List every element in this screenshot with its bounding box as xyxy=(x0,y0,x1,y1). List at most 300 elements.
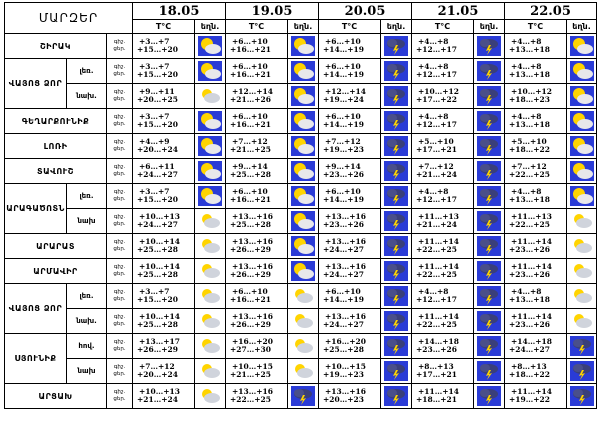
weather-icon-cell xyxy=(288,234,319,259)
day-temp: +21…+26 xyxy=(230,95,271,104)
weather-icon-cell xyxy=(381,159,412,184)
night-temp: +6…+10 xyxy=(232,61,268,71)
day-label: ցեր. xyxy=(113,321,126,327)
night-temp: +13…+16 xyxy=(232,386,273,396)
thunderstorm-icon xyxy=(384,36,408,56)
day-temp: +12…+17 xyxy=(416,120,457,129)
night-temp: +11…+14 xyxy=(511,311,552,321)
temperature-cell xyxy=(505,384,567,409)
temperature-cell xyxy=(133,284,195,309)
temperature-cell xyxy=(319,334,381,359)
day-label: ցեր. xyxy=(113,121,126,127)
temperature-cell xyxy=(319,309,381,334)
sun-cloud-icon xyxy=(291,261,315,281)
temperature-cell xyxy=(505,284,567,309)
night-temp: +10…+15 xyxy=(325,361,366,371)
night-temp: +3…+7 xyxy=(139,111,170,121)
sky-column-header: եղն. xyxy=(567,20,597,34)
sun-cloud-icon xyxy=(291,86,315,106)
weather-icon-cell xyxy=(474,209,505,234)
weather-icon-cell xyxy=(567,184,597,209)
night-temp: +7…+12 xyxy=(139,361,175,371)
temperature-cell xyxy=(505,334,567,359)
night-temp: +13…+16 xyxy=(232,236,273,246)
weather-icon-cell xyxy=(474,159,505,184)
night-temp: +7…+12 xyxy=(418,161,454,171)
sun-cloud-icon xyxy=(291,111,315,131)
temperature-cell xyxy=(319,234,381,259)
day-temp: +14…+19 xyxy=(323,295,364,304)
night-temp: +16…+20 xyxy=(232,336,273,346)
temperature-cell xyxy=(226,234,288,259)
temperature-cell xyxy=(505,134,567,159)
temperature-cell xyxy=(412,59,474,84)
day-temp: +12…+17 xyxy=(416,295,457,304)
region-row xyxy=(5,84,597,109)
thunderstorm-icon xyxy=(570,386,594,406)
partly-cloudy-icon xyxy=(570,211,594,231)
day-label: ցեր. xyxy=(113,221,126,227)
temperature-cell xyxy=(505,209,567,234)
time-labels xyxy=(107,59,133,84)
region-row xyxy=(5,34,597,59)
region-name: ՍՅՈՒՆԻՔ xyxy=(5,334,67,384)
temp-column-header: T°C xyxy=(412,20,474,34)
temperature-cell xyxy=(319,159,381,184)
night-label: գիշ. xyxy=(113,339,126,345)
day-temp: +20…+24 xyxy=(137,145,178,154)
thunderstorm-icon xyxy=(477,111,501,131)
temperature-cell xyxy=(226,134,288,159)
sun-cloud-icon xyxy=(198,186,222,206)
day-temp: +14…+19 xyxy=(323,195,364,204)
region-row xyxy=(5,384,597,409)
weather-icon-cell xyxy=(474,234,505,259)
weather-icon-cell xyxy=(381,334,412,359)
temperature-cell xyxy=(319,109,381,134)
date-header: 21.05 xyxy=(412,3,505,20)
weather-icon-cell xyxy=(288,359,319,384)
thunderstorm-icon xyxy=(384,211,408,231)
night-temp: +13…+16 xyxy=(232,211,273,221)
night-temp: +10…+12 xyxy=(511,86,552,96)
sun-cloud-icon xyxy=(291,161,315,181)
night-temp: +4…+8 xyxy=(511,111,542,121)
day-temp: +25…+28 xyxy=(137,320,178,329)
day-temp: +27…+30 xyxy=(230,345,271,354)
day-temp: +22…+25 xyxy=(230,395,271,404)
region-name: ԱՐԱԳԱԾՈՏՆ xyxy=(5,184,67,234)
day-temp: +25…+28 xyxy=(230,170,271,179)
temperature-cell xyxy=(319,209,381,234)
sun-cloud-icon xyxy=(570,186,594,206)
day-temp: +18…+21 xyxy=(416,395,457,404)
weather-icon-cell xyxy=(288,134,319,159)
day-temp: +25…+28 xyxy=(137,245,178,254)
sun-cloud-icon xyxy=(198,61,222,81)
night-temp: +13…+16 xyxy=(325,261,366,271)
region-row xyxy=(5,59,597,84)
partly-cloudy-icon xyxy=(291,286,315,306)
day-temp: +24…+27 xyxy=(323,320,364,329)
region-name: ՎԱՅՈՑ ՁՈՐ xyxy=(5,284,67,334)
night-temp: +11…+14 xyxy=(418,311,459,321)
partly-cloudy-icon xyxy=(198,336,222,356)
day-temp: +17…+21 xyxy=(416,145,457,154)
subregion-name: լեռ. xyxy=(67,284,107,309)
temperature-cell xyxy=(133,84,195,109)
day-temp: +25…+28 xyxy=(323,345,364,354)
night-temp: +9…+14 xyxy=(325,161,361,171)
thunderstorm-icon xyxy=(384,236,408,256)
temperature-cell xyxy=(505,159,567,184)
sun-cloud-icon xyxy=(291,236,315,256)
night-temp: +13…+16 xyxy=(325,311,366,321)
day-temp: +23…+26 xyxy=(416,345,457,354)
temperature-cell xyxy=(133,234,195,259)
temperature-cell xyxy=(319,359,381,384)
day-temp: +14…+19 xyxy=(323,45,364,54)
weather-icon-cell xyxy=(381,209,412,234)
night-temp: +6…+10 xyxy=(232,36,268,46)
day-temp: +22…+25 xyxy=(509,220,550,229)
day-temp: +26…+29 xyxy=(230,270,271,279)
day-temp: +21…+24 xyxy=(416,220,457,229)
day-label: ցեր. xyxy=(113,146,126,152)
thunderstorm-icon xyxy=(477,36,501,56)
night-label: գիշ. xyxy=(113,364,126,370)
weather-icon-cell xyxy=(195,159,226,184)
weather-icon-cell xyxy=(474,84,505,109)
day-temp: +12…+17 xyxy=(416,45,457,54)
night-temp: +6…+10 xyxy=(325,286,361,296)
thunderstorm-icon xyxy=(477,161,501,181)
weather-icon-cell xyxy=(288,184,319,209)
night-temp: +8…+13 xyxy=(511,361,547,371)
day-label: ցեր. xyxy=(113,346,126,352)
day-temp: +26…+29 xyxy=(230,245,271,254)
thunderstorm-icon xyxy=(477,136,501,156)
region-name: ԳԵՂԱՐՔՈՒՆԻՔ xyxy=(5,109,107,134)
thunderstorm-icon xyxy=(477,361,501,381)
region-row xyxy=(5,234,597,259)
temperature-cell xyxy=(505,359,567,384)
day-temp: +20…+24 xyxy=(137,370,178,379)
night-temp: +13…+16 xyxy=(232,311,273,321)
thunderstorm-icon xyxy=(384,161,408,181)
partly-cloudy-icon xyxy=(291,336,315,356)
night-temp: +11…+14 xyxy=(511,261,552,271)
sun-cloud-icon xyxy=(291,36,315,56)
day-temp: +17…+22 xyxy=(416,95,457,104)
temperature-cell xyxy=(412,359,474,384)
temperature-cell xyxy=(412,159,474,184)
time-labels xyxy=(107,359,133,384)
day-temp: +24…+27 xyxy=(323,270,364,279)
night-temp: +13…+16 xyxy=(325,386,366,396)
day-temp: +23…+26 xyxy=(323,220,364,229)
night-temp: +4…+8 xyxy=(511,186,542,196)
night-temp: +3…+7 xyxy=(139,186,170,196)
weather-icon-cell xyxy=(381,309,412,334)
night-temp: +10…+14 xyxy=(139,311,180,321)
temperature-cell xyxy=(319,384,381,409)
temperature-cell xyxy=(412,334,474,359)
temp-column-header: T°C xyxy=(505,20,567,34)
sky-column-header: եղն. xyxy=(195,20,226,34)
day-temp: +14…+19 xyxy=(323,70,364,79)
thunderstorm-icon xyxy=(477,236,501,256)
weather-icon-cell xyxy=(567,159,597,184)
weather-icon-cell xyxy=(474,309,505,334)
region-row xyxy=(5,334,597,359)
night-temp: +11…+14 xyxy=(511,236,552,246)
weather-icon-cell xyxy=(474,384,505,409)
day-temp: +21…+24 xyxy=(416,170,457,179)
temperature-cell xyxy=(226,84,288,109)
night-temp: +10…+12 xyxy=(418,86,459,96)
night-temp: +4…+8 xyxy=(511,61,542,71)
partly-cloudy-icon xyxy=(198,236,222,256)
temperature-cell xyxy=(505,259,567,284)
weather-icon-cell xyxy=(567,59,597,84)
date-header: 22.05 xyxy=(505,3,597,20)
day-temp: +18…+23 xyxy=(509,95,550,104)
partly-cloudy-icon xyxy=(198,361,222,381)
weather-icon-cell xyxy=(474,359,505,384)
day-temp: +13…+18 xyxy=(509,45,550,54)
night-temp: +12…+14 xyxy=(232,86,273,96)
day-temp: +25…+28 xyxy=(230,220,271,229)
weather-icon-cell xyxy=(381,359,412,384)
weather-icon-cell xyxy=(474,59,505,84)
night-temp: +10…+14 xyxy=(139,236,180,246)
regions-header: ՄԱՐԶԵՐ xyxy=(5,3,133,34)
subregion-name: նախ. xyxy=(67,309,107,334)
temperature-cell xyxy=(412,84,474,109)
temperature-cell xyxy=(505,109,567,134)
night-temp: +14…+18 xyxy=(418,336,459,346)
day-temp: +20…+25 xyxy=(137,95,178,104)
night-temp: +4…+9 xyxy=(139,136,170,146)
temperature-cell xyxy=(133,134,195,159)
time-labels xyxy=(107,34,133,59)
weather-icon-cell xyxy=(195,59,226,84)
sun-cloud-icon xyxy=(198,136,222,156)
thunderstorm-icon xyxy=(477,286,501,306)
temperature-cell xyxy=(505,309,567,334)
night-label: գիշ. xyxy=(113,289,126,295)
night-temp: +13…+16 xyxy=(325,236,366,246)
sun-cloud-icon xyxy=(198,36,222,56)
subregion-name: հով. xyxy=(67,334,107,359)
weather-icon-cell xyxy=(567,359,597,384)
weather-icon-cell xyxy=(381,259,412,284)
night-temp: +11…+13 xyxy=(418,211,459,221)
day-temp: +16…+21 xyxy=(230,70,271,79)
night-temp: +13…+16 xyxy=(325,211,366,221)
weather-icon-cell xyxy=(288,384,319,409)
day-temp: +13…+18 xyxy=(509,295,550,304)
temperature-cell xyxy=(133,309,195,334)
subregion-name: լեռ. xyxy=(67,184,107,209)
temperature-cell xyxy=(226,284,288,309)
day-label: ցեր. xyxy=(113,46,126,52)
weather-icon-cell xyxy=(288,159,319,184)
night-temp: +3…+7 xyxy=(139,286,170,296)
day-temp: +12…+17 xyxy=(416,70,457,79)
night-temp: +11…+14 xyxy=(511,386,552,396)
time-labels xyxy=(107,384,133,409)
thunderstorm-icon xyxy=(570,336,594,356)
night-temp: +4…+8 xyxy=(418,61,449,71)
day-label: ցեր. xyxy=(113,271,126,277)
temperature-cell xyxy=(412,284,474,309)
temperature-cell xyxy=(226,109,288,134)
weather-icon-cell xyxy=(567,134,597,159)
partly-cloudy-icon xyxy=(198,261,222,281)
sun-cloud-icon xyxy=(291,61,315,81)
time-labels xyxy=(107,84,133,109)
day-label: ցեր. xyxy=(113,371,126,377)
partly-cloudy-icon xyxy=(198,386,222,406)
weather-icon-cell xyxy=(288,34,319,59)
night-temp: +16…+20 xyxy=(325,336,366,346)
night-temp: +11…+14 xyxy=(418,386,459,396)
temperature-cell xyxy=(133,34,195,59)
weather-icon-cell xyxy=(195,384,226,409)
date-header: 18.05 xyxy=(133,3,226,20)
temperature-cell xyxy=(319,134,381,159)
temperature-cell xyxy=(412,34,474,59)
thunderstorm-icon xyxy=(384,361,408,381)
night-temp: +11…+14 xyxy=(418,261,459,271)
day-temp: +22…+25 xyxy=(416,245,457,254)
day-temp: +14…+19 xyxy=(323,120,364,129)
day-temp: +23…+26 xyxy=(509,245,550,254)
weather-icon-cell xyxy=(288,334,319,359)
night-label: գիշ. xyxy=(113,89,126,95)
day-label: ցեր. xyxy=(113,246,126,252)
night-label: գիշ. xyxy=(113,189,126,195)
weather-icon-cell xyxy=(474,334,505,359)
day-temp: +21…+25 xyxy=(230,145,271,154)
day-temp: +15…+20 xyxy=(137,295,178,304)
region-name: ՏԱՎՈՒՇ xyxy=(5,159,107,184)
temperature-cell xyxy=(226,159,288,184)
region-row xyxy=(5,209,597,234)
weather-icon-cell xyxy=(288,84,319,109)
thunderstorm-icon xyxy=(384,311,408,331)
time-labels xyxy=(107,284,133,309)
night-temp: +6…+10 xyxy=(325,61,361,71)
night-label: գիշ. xyxy=(113,389,126,395)
temperature-cell xyxy=(133,184,195,209)
temperature-cell xyxy=(226,209,288,234)
day-temp: +19…+23 xyxy=(323,370,364,379)
day-temp: +18…+22 xyxy=(509,370,550,379)
weather-icon-cell xyxy=(288,309,319,334)
sky-column-header: եղն. xyxy=(288,20,319,34)
day-temp: +19…+23 xyxy=(323,145,364,154)
night-temp: +13…+17 xyxy=(139,336,180,346)
weather-icon-cell xyxy=(195,309,226,334)
partly-cloudy-icon xyxy=(570,311,594,331)
night-temp: +14…+18 xyxy=(511,336,552,346)
day-label: ցեր. xyxy=(113,396,126,402)
day-temp: +26…+29 xyxy=(137,345,178,354)
sun-cloud-icon xyxy=(570,136,594,156)
thunderstorm-icon xyxy=(477,86,501,106)
day-temp: +16…+21 xyxy=(230,45,271,54)
temperature-cell xyxy=(319,284,381,309)
time-labels xyxy=(107,309,133,334)
night-temp: +4…+8 xyxy=(511,36,542,46)
night-label: գիշ. xyxy=(113,39,126,45)
weather-icon-cell xyxy=(195,84,226,109)
weather-icon-cell xyxy=(474,134,505,159)
weather-icon-cell xyxy=(195,134,226,159)
weather-icon-cell xyxy=(567,209,597,234)
subregion-name: նախ xyxy=(67,359,107,384)
subregion-name: նախ. xyxy=(67,84,107,109)
day-temp: +26…+29 xyxy=(230,320,271,329)
night-temp: +4…+8 xyxy=(418,286,449,296)
temperature-cell xyxy=(226,384,288,409)
weather-icon-cell xyxy=(474,184,505,209)
weather-icon-cell xyxy=(381,109,412,134)
night-temp: +10…+13 xyxy=(139,211,180,221)
weather-icon-cell xyxy=(195,284,226,309)
weather-icon-cell xyxy=(567,234,597,259)
day-label: ցեր. xyxy=(113,296,126,302)
temperature-cell xyxy=(133,359,195,384)
weather-icon-cell xyxy=(381,59,412,84)
partly-cloudy-icon xyxy=(198,86,222,106)
night-temp: +6…+10 xyxy=(232,186,268,196)
thunderstorm-icon xyxy=(384,386,408,406)
day-temp: +24…+27 xyxy=(137,220,178,229)
region-row xyxy=(5,109,597,134)
day-label: ցեր. xyxy=(113,196,126,202)
weather-icon-cell xyxy=(474,259,505,284)
weather-icon-cell xyxy=(195,109,226,134)
weather-icon-cell xyxy=(195,234,226,259)
temperature-cell xyxy=(226,184,288,209)
weather-icon-cell xyxy=(381,234,412,259)
temperature-cell xyxy=(226,259,288,284)
sun-cloud-icon xyxy=(570,111,594,131)
weather-icon-cell xyxy=(474,109,505,134)
weather-icon-cell xyxy=(195,334,226,359)
day-temp: +23…+26 xyxy=(323,170,364,179)
temperature-cell xyxy=(412,109,474,134)
day-temp: +16…+21 xyxy=(230,195,271,204)
temperature-cell xyxy=(133,59,195,84)
temperature-cell xyxy=(412,234,474,259)
temperature-cell xyxy=(133,384,195,409)
day-temp: +24…+27 xyxy=(323,245,364,254)
forecast-table xyxy=(4,2,597,409)
night-temp: +4…+8 xyxy=(418,186,449,196)
weather-icon-cell xyxy=(288,109,319,134)
sun-cloud-icon xyxy=(570,61,594,81)
temperature-cell xyxy=(505,234,567,259)
day-temp: +13…+18 xyxy=(509,120,550,129)
weather-icon-cell xyxy=(195,184,226,209)
region-row xyxy=(5,259,597,284)
thunderstorm-icon xyxy=(384,186,408,206)
